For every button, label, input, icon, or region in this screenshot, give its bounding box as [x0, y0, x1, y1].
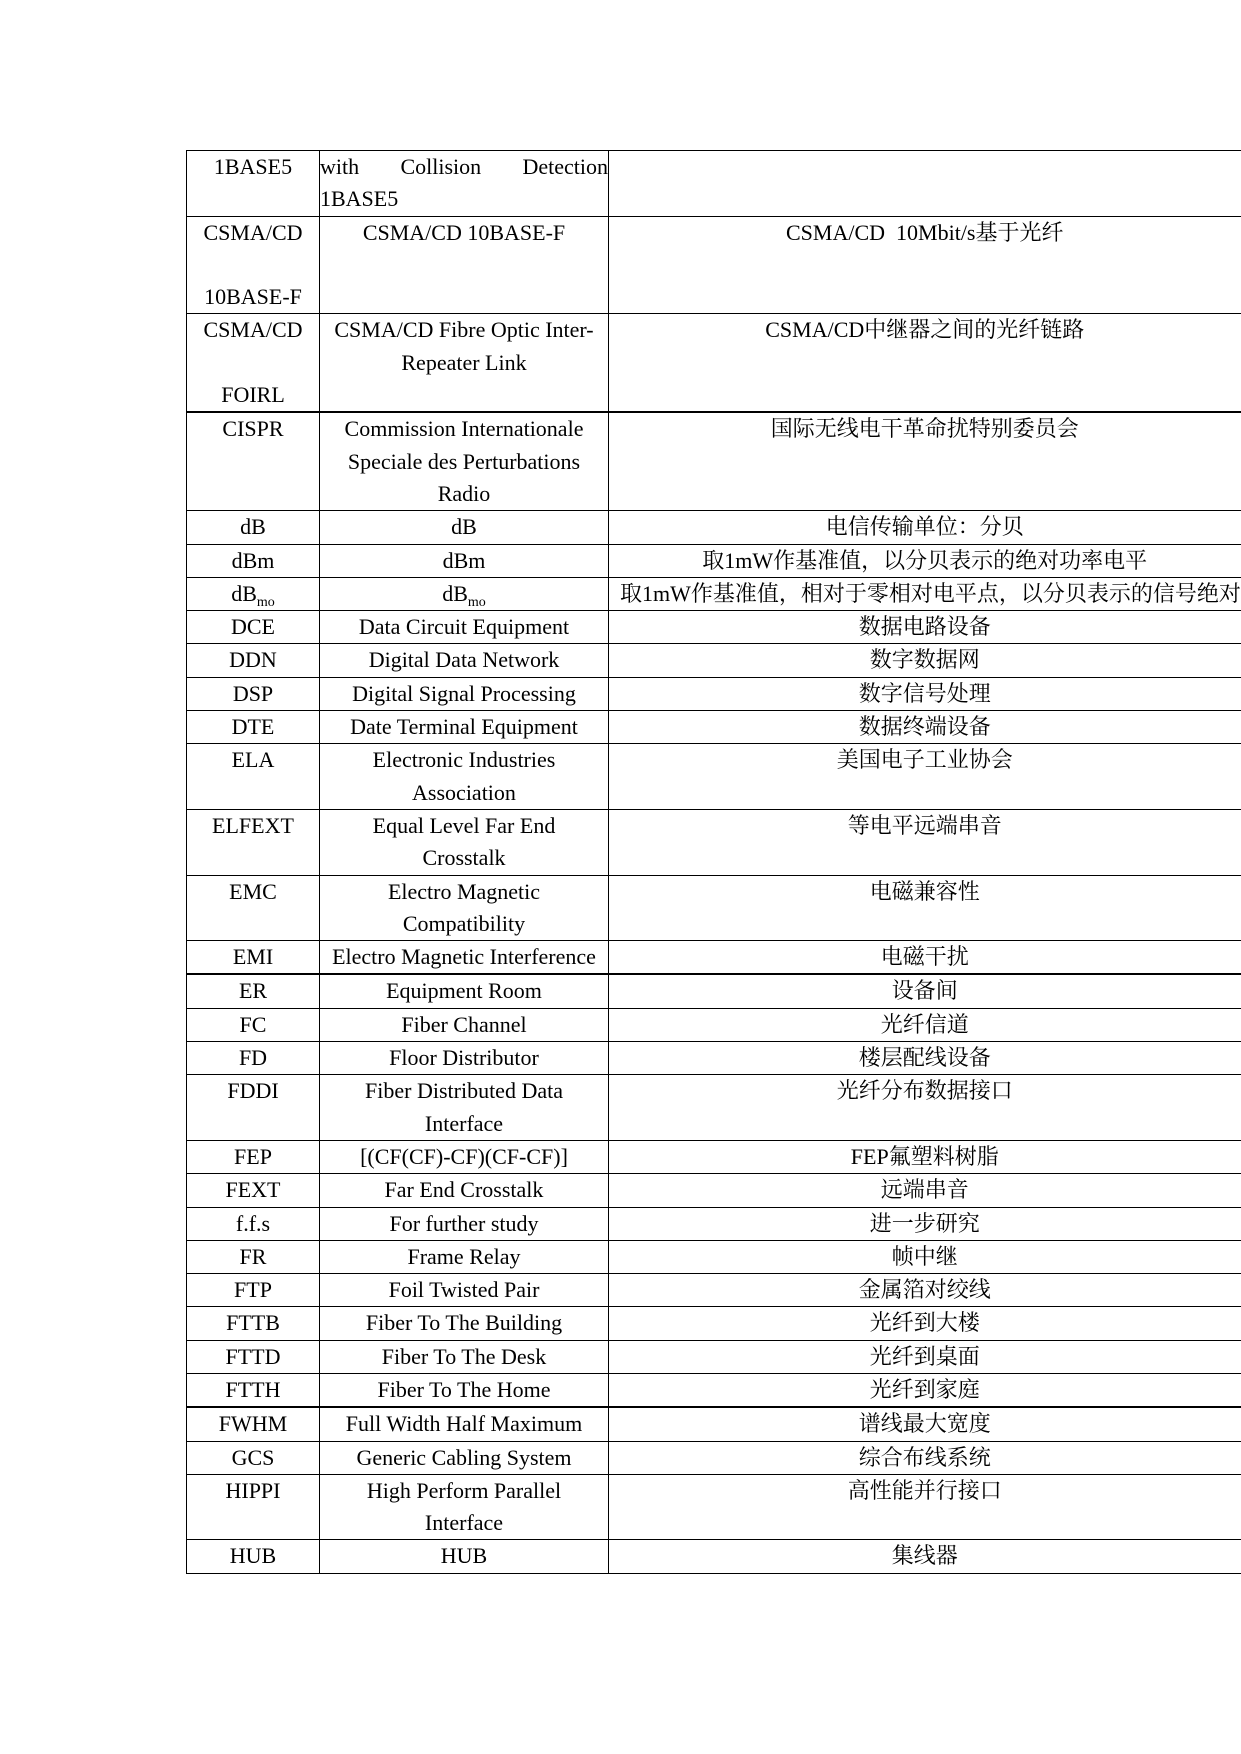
english-term-text-base: dB	[442, 580, 468, 606]
chinese-term-cell	[609, 1140, 1241, 1173]
english-term-text: Association	[412, 779, 516, 805]
chinese-term-cell	[609, 1373, 1241, 1407]
english-term-text: Fiber Channel	[401, 1011, 527, 1037]
chinese-term-text: FEP氟塑料树脂	[850, 1143, 999, 1169]
english-term-text: Speciale des Perturbations	[347, 448, 581, 474]
english-term-text: [(CF(CF)-CF)(CF-CF)]	[360, 1143, 568, 1169]
chinese-term-cell	[609, 544, 1241, 577]
english-term-text: Equipment Room	[386, 978, 542, 1004]
chinese-term-cell	[609, 1474, 1241, 1540]
abbreviation-text: CISPR	[222, 416, 284, 442]
table-row	[187, 1240, 1241, 1273]
abbreviation-text: ER	[238, 978, 268, 1004]
english-term-text: Interface	[424, 1110, 504, 1136]
english-term-text: Fiber To The Home	[377, 1376, 551, 1402]
table-row	[187, 875, 1241, 941]
english-term-text-subscript: mo	[467, 594, 486, 610]
chinese-term-text: CSMA/CD 10Mbit/s基于光纤	[786, 219, 1064, 245]
table-row	[187, 1307, 1241, 1340]
abbreviation-cell	[187, 1008, 320, 1041]
english-term-cell	[320, 1274, 609, 1307]
chinese-term-text: 取1mW作基准值，以分贝表示的绝对功率电平	[702, 547, 1148, 573]
chinese-term-cell	[609, 1174, 1241, 1207]
english-term-text: Digital Data Network	[368, 647, 560, 673]
abbreviation-cell	[187, 1441, 320, 1474]
abbreviation-text: GCS	[231, 1444, 275, 1470]
english-term-text: Electro Magnetic Interference	[332, 944, 596, 970]
english-term-text: Repeater Link	[401, 349, 527, 375]
abbreviation-cell	[187, 1407, 320, 1441]
table-row	[187, 677, 1241, 710]
abbreviation-text: HUB	[229, 1543, 277, 1569]
abbreviation-cell	[187, 577, 320, 610]
english-term-text: Generic Cabling System	[356, 1444, 572, 1470]
abbreviation-text: FR	[239, 1243, 267, 1269]
english-term-cell	[320, 577, 609, 610]
english-term-cell	[320, 744, 609, 810]
table-row	[187, 744, 1241, 810]
abbreviation-text: FEXT	[225, 1177, 281, 1203]
english-term-text: HUB	[440, 1543, 488, 1569]
abbreviation-cell	[187, 216, 320, 314]
chinese-term-cell	[609, 1240, 1241, 1273]
chinese-term-cell	[609, 711, 1241, 744]
english-term-cell	[320, 544, 609, 577]
chinese-term-text: 楼层配线设备	[858, 1045, 991, 1071]
abbreviation-text: CSMA/CD	[203, 219, 303, 245]
english-term-text: CSMA/CD Fibre Optic Inter-	[334, 317, 594, 343]
abbreviation-text: FEP	[234, 1143, 272, 1169]
abbreviation-text: FTP	[234, 1277, 272, 1303]
table-row	[187, 611, 1241, 644]
english-term-text: Fiber To The Desk	[381, 1343, 547, 1369]
table-row	[187, 1140, 1241, 1173]
abbreviation-cell	[187, 1042, 320, 1075]
english-term-cell	[320, 1407, 609, 1441]
chinese-term-cell	[609, 809, 1241, 875]
english-term-cell	[320, 677, 609, 710]
abbreviation-cell	[187, 151, 320, 217]
english-term-text: Electro Magnetic	[387, 878, 541, 904]
chinese-term-text: 光纤信道	[880, 1011, 969, 1037]
abbreviation-text	[187, 578, 319, 610]
english-term-text: Full Width Half Maximum	[345, 1411, 583, 1437]
english-term-text: with Collision Detection	[320, 154, 608, 179]
english-term-text: Date Terminal Equipment	[350, 714, 578, 740]
english-term-cell	[320, 875, 609, 941]
chinese-term-text: 进一步研究	[869, 1210, 980, 1236]
abbreviation-text: FOIRL	[221, 382, 285, 408]
english-term-text: Data Circuit Equipment	[358, 614, 570, 640]
abbreviation-text: 1BASE5	[213, 154, 293, 179]
english-term-text: Frame Relay	[407, 1243, 521, 1269]
abbreviation-text-base: dB	[231, 580, 257, 606]
table-row	[187, 1407, 1241, 1441]
abbreviation-cell	[187, 1307, 320, 1340]
table-row	[187, 1042, 1241, 1075]
english-term-text: Commission Internationale	[344, 416, 584, 442]
english-term-cell	[320, 1307, 609, 1340]
abbreviation-text	[187, 347, 319, 379]
english-term-cell	[320, 1540, 609, 1573]
abbreviation-cell	[187, 677, 320, 710]
english-term-cell	[320, 1441, 609, 1474]
chinese-term-text: 高性能并行接口	[847, 1477, 1002, 1503]
english-term-text: Far End Crosstalk	[384, 1177, 544, 1203]
abbreviation-cell	[187, 1174, 320, 1207]
english-term-cell	[320, 1174, 609, 1207]
abbreviation-text: FWHM	[218, 1411, 288, 1437]
chinese-term-cell	[609, 677, 1241, 710]
abbreviation-cell	[187, 809, 320, 875]
chinese-term-cell	[609, 875, 1241, 941]
table-row	[187, 1274, 1241, 1307]
english-term-cell	[320, 1008, 609, 1041]
chinese-term-text: 光纤到桌面	[869, 1343, 980, 1369]
table-row	[187, 151, 1241, 217]
chinese-term-text: 数据电路设备	[858, 614, 991, 640]
table-row	[187, 941, 1241, 975]
english-term-text: Fiber To The Building	[365, 1310, 563, 1336]
chinese-term-text: 金属箔对绞线	[858, 1277, 991, 1303]
abbreviation-text: FD	[238, 1045, 268, 1071]
english-term-text: High Perform Parallel	[366, 1477, 562, 1503]
chinese-term-cell	[609, 1274, 1241, 1307]
english-term-cell	[320, 1140, 609, 1173]
english-term-text: 1BASE5	[320, 186, 399, 212]
abbreviation-cell	[187, 1274, 320, 1307]
chinese-term-text: 数据终端设备	[858, 714, 991, 740]
abbreviation-text: dBm	[231, 547, 275, 573]
english-term-cell	[320, 1075, 609, 1141]
abbreviation-cell	[187, 1140, 320, 1173]
abbreviation-cell	[187, 1340, 320, 1373]
english-term-cell	[320, 314, 609, 412]
abbreviation-cell	[187, 611, 320, 644]
abbreviation-text: FTTH	[225, 1376, 281, 1402]
table-row	[187, 1540, 1241, 1573]
table-row	[187, 1340, 1241, 1373]
english-term-text: CSMA/CD 10BASE-F	[362, 219, 566, 245]
english-term-text: Equal Level Far End	[372, 812, 556, 838]
abbreviation-cell	[187, 744, 320, 810]
chinese-term-text: 光纤到大楼	[869, 1310, 980, 1336]
chinese-term-cell	[609, 744, 1241, 810]
chinese-term-text: 设备间	[891, 978, 958, 1004]
abbreviation-text: FTTD	[225, 1343, 281, 1369]
english-term-cell	[320, 611, 609, 644]
english-term-text	[320, 578, 608, 610]
english-term-cell	[320, 809, 609, 875]
table-row	[187, 809, 1241, 875]
abbreviation-cell	[187, 711, 320, 744]
table-row	[187, 216, 1241, 314]
english-term-cell	[320, 1373, 609, 1407]
abbreviation-cell	[187, 941, 320, 975]
abbreviation-text: CSMA/CD	[203, 317, 303, 343]
abbreviation-text: DTE	[231, 714, 275, 740]
abbreviation-cell	[187, 314, 320, 412]
abbreviation-text: ELFEXT	[212, 812, 294, 838]
chinese-term-cell	[609, 1340, 1241, 1373]
chinese-term-cell	[609, 1407, 1241, 1441]
abbreviation-text: FC	[239, 1011, 267, 1037]
chinese-term-cell	[609, 644, 1241, 677]
chinese-term-cell	[609, 1075, 1241, 1141]
table-row	[187, 1174, 1241, 1207]
table-row	[187, 544, 1241, 577]
chinese-term-cell	[609, 1042, 1241, 1075]
english-term-cell	[320, 711, 609, 744]
chinese-term-text: 综合布线系统	[858, 1444, 991, 1470]
table-row	[187, 644, 1241, 677]
table-row	[187, 1441, 1241, 1474]
table-row	[187, 1075, 1241, 1141]
table-row	[187, 412, 1241, 510]
english-term-text: Electronic Industries	[372, 747, 556, 773]
abbreviation-text: f.f.s	[235, 1210, 271, 1236]
table-row	[187, 314, 1241, 412]
english-term-cell	[320, 644, 609, 677]
chinese-term-text: 取1mW作基准值，相对于零相对电平点，以分贝表示的信号绝对	[620, 580, 1241, 606]
glossary-table-body	[187, 151, 1241, 1574]
abbreviation-cell	[187, 644, 320, 677]
english-term-cell	[320, 216, 609, 314]
chinese-term-text: 电磁干扰	[880, 944, 969, 970]
english-term-text: Digital Signal Processing	[352, 680, 576, 706]
abbreviation-cell	[187, 1075, 320, 1141]
english-term-text: For further study	[389, 1210, 539, 1236]
english-term-text: Fiber Distributed Data	[365, 1078, 563, 1104]
abbreviation-cell	[187, 1540, 320, 1573]
abbreviation-text: EMI	[232, 944, 274, 970]
table-row	[187, 974, 1241, 1008]
english-term-cell	[320, 151, 609, 217]
table-row	[187, 711, 1241, 744]
abbreviation-cell	[187, 875, 320, 941]
chinese-term-text: 电磁兼容性	[869, 878, 980, 904]
abbreviation-text: FDDI	[227, 1078, 279, 1104]
chinese-term-text: 国际无线电干革命扰特别委员会	[770, 416, 1079, 442]
chinese-term-text: 电信传输单位：分贝	[825, 514, 1024, 540]
chinese-term-cell	[609, 151, 1241, 217]
abbreviation-text-subscript: mo	[256, 594, 275, 610]
table-row	[187, 1207, 1241, 1240]
chinese-term-text: 数字信号处理	[858, 680, 991, 706]
chinese-term-text: 数字数据网	[869, 647, 980, 673]
abbreviation-cell	[187, 511, 320, 544]
abbreviation-text: DDN	[229, 647, 277, 673]
abbreviation-cell	[187, 412, 320, 510]
abbreviation-text	[187, 249, 319, 281]
english-term-cell	[320, 941, 609, 975]
chinese-term-cell	[609, 611, 1241, 644]
english-term-text: Compatibility	[402, 910, 526, 936]
chinese-term-text: CSMA/CD中继器之间的光纤链路	[765, 317, 1085, 343]
chinese-term-text: 光纤到家庭	[869, 1376, 980, 1402]
chinese-term-cell	[609, 511, 1241, 544]
table-row	[187, 511, 1241, 544]
abbreviation-cell	[187, 1207, 320, 1240]
english-term-cell	[320, 1240, 609, 1273]
chinese-term-cell	[609, 974, 1241, 1008]
chinese-term-cell	[609, 941, 1241, 975]
abbreviation-text: DSP	[232, 680, 274, 706]
table-row	[187, 1008, 1241, 1041]
english-term-cell	[320, 1474, 609, 1540]
english-term-cell	[320, 412, 609, 510]
english-term-text: dB	[451, 514, 477, 540]
abbreviation-text: HIPPI	[225, 1477, 281, 1503]
chinese-term-cell	[609, 314, 1241, 412]
chinese-term-text: 集线器	[891, 1543, 958, 1569]
english-term-text: Crosstalk	[422, 845, 506, 871]
chinese-term-text: 等电平远端串音	[847, 812, 1002, 838]
chinese-term-cell	[609, 1441, 1241, 1474]
chinese-term-cell	[609, 1307, 1241, 1340]
chinese-term-text: 帧中继	[891, 1243, 958, 1269]
english-term-cell	[320, 1207, 609, 1240]
chinese-term-text: 远端串音	[880, 1177, 969, 1203]
abbreviation-text: FTTB	[226, 1310, 280, 1336]
chinese-term-text: 美国电子工业协会	[836, 747, 1013, 773]
table-row	[187, 1474, 1241, 1540]
english-term-text: Radio	[437, 480, 491, 506]
chinese-term-text: 光纤分布数据接口	[836, 1078, 1013, 1104]
abbreviation-text: 10BASE-F	[204, 284, 302, 310]
english-term-text: Foil Twisted Pair	[388, 1277, 540, 1303]
chinese-term-cell	[609, 412, 1241, 510]
chinese-term-cell	[609, 216, 1241, 314]
english-term-text: dBm	[442, 547, 486, 573]
english-term-cell	[320, 511, 609, 544]
chinese-term-cell	[609, 577, 1241, 610]
abbreviation-cell	[187, 974, 320, 1008]
abbreviation-text: dB	[240, 514, 266, 540]
english-term-text: Floor Distributor	[389, 1045, 539, 1071]
abbreviation-cell	[187, 1373, 320, 1407]
english-term-cell	[320, 1340, 609, 1373]
chinese-term-cell	[609, 1008, 1241, 1041]
abbreviation-cell	[187, 544, 320, 577]
chinese-term-cell	[609, 1540, 1241, 1573]
table-row	[187, 577, 1241, 610]
glossary-table	[186, 150, 1241, 1574]
chinese-term-cell	[609, 1207, 1241, 1240]
abbreviation-text: EMC	[229, 878, 277, 904]
chinese-term-text: 谱线最大宽度	[858, 1411, 991, 1437]
english-term-text: Interface	[424, 1510, 504, 1536]
abbreviation-cell	[187, 1240, 320, 1273]
english-term-cell	[320, 1042, 609, 1075]
table-row	[187, 1373, 1241, 1407]
english-term-cell	[320, 974, 609, 1008]
abbreviation-text: DCE	[231, 614, 275, 640]
abbreviation-text: ELA	[231, 747, 275, 773]
abbreviation-cell	[187, 1474, 320, 1540]
